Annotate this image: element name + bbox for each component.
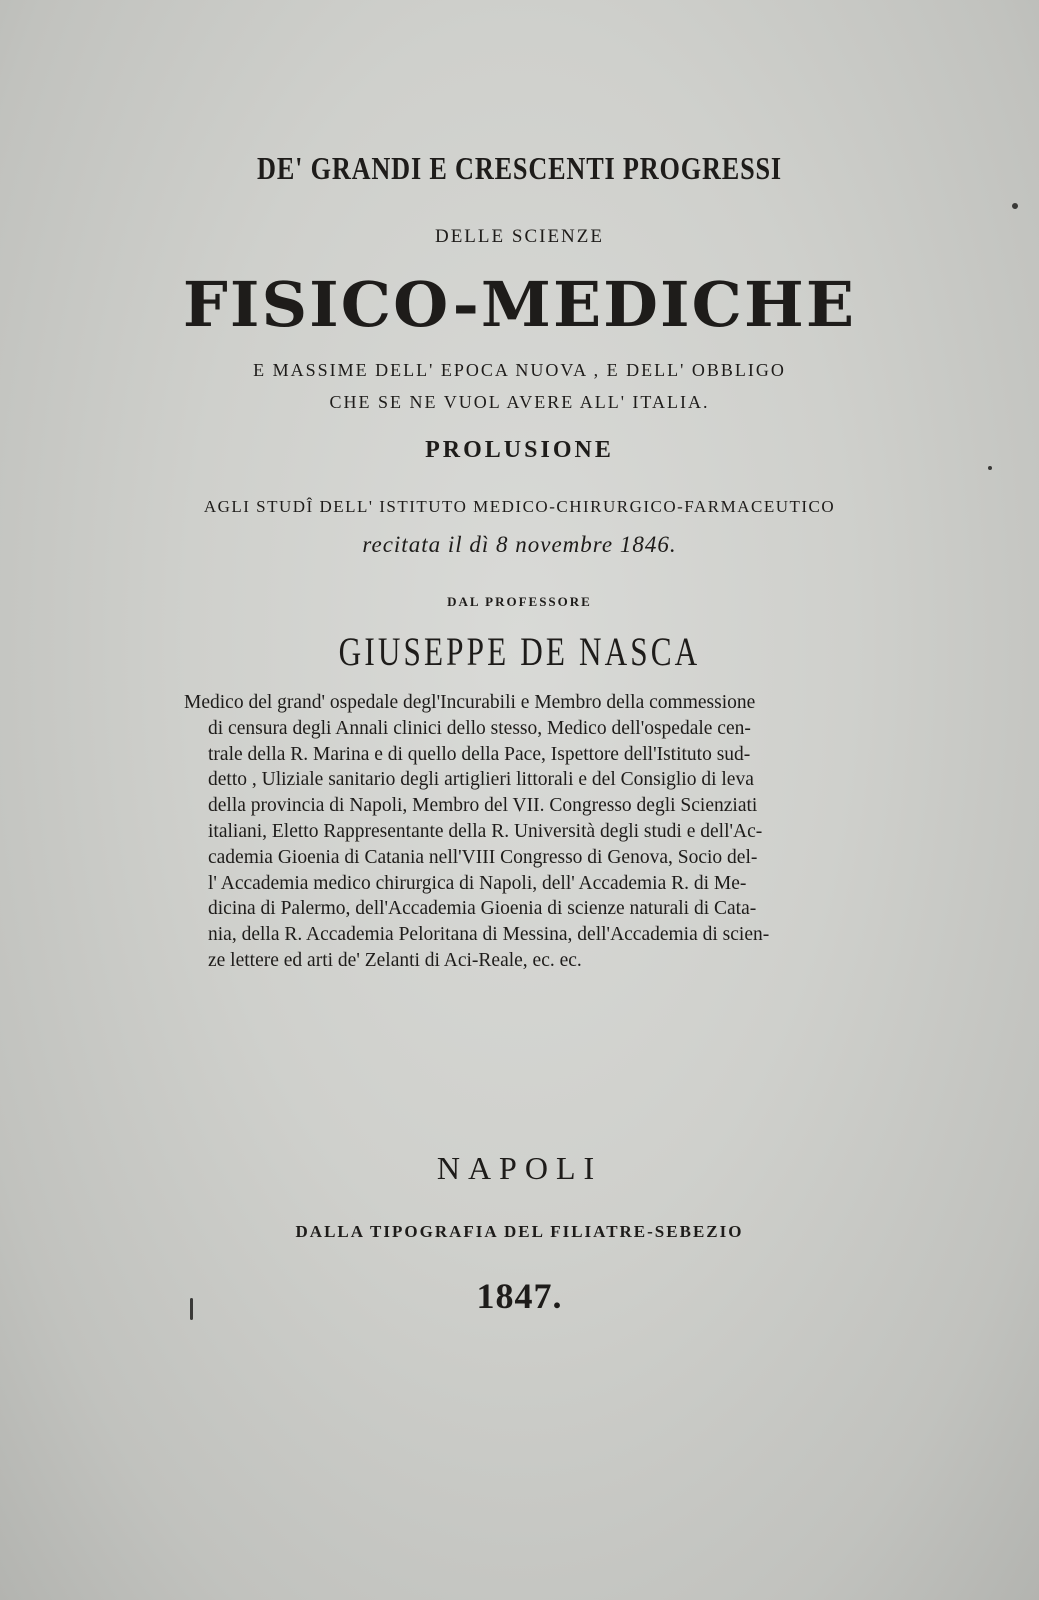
subtitle-line-1: E MASSIME DELL' EPOCA NUOVA , E DELL' OBBLIGO <box>253 360 786 380</box>
subheading: DELLE SCIENZE <box>434 226 604 247</box>
bio-line: italiani, Eletto Rappresentante della R. Università degli studi e dell'Ac- <box>208 820 763 842</box>
main-title: FISICO-MEDICHE <box>182 268 857 341</box>
bio-line: della provincia di Napoli, Membro del VII. Congresso degli Scienziati <box>208 795 758 817</box>
heading: DE' GRANDI E CRESCENTI PROGRESSI <box>257 150 782 186</box>
ink-speck <box>988 466 992 470</box>
printer: DALLA TIPOGRAFIA DEL FILIATRE-SEBEZIO <box>295 1222 744 1241</box>
author-biography <box>184 690 944 974</box>
bio-line: trale della R. Marina e di quello della Pace, Ispettore dell'Istituto sud- <box>208 743 751 765</box>
institute: AGLI STUDÎ DELL' ISTITUTO MEDICO-CHIRURGICO-FARMACEUTICO <box>203 497 836 516</box>
ink-mark <box>190 1298 193 1320</box>
subtitle-line-2: CHE SE NE VUOL AVERE ALL' ITALIA. <box>329 392 710 412</box>
genre: PROLUSIONE <box>425 437 614 463</box>
bio-line: nia, della R. Accademia Peloritana di Messina, dell'Accademia di scien- <box>208 924 770 946</box>
bio-line: Medico del grand' ospedale degl'Incurabili e Membro della commessione <box>184 692 756 713</box>
bio-line: l' Accademia medico chirurgica di Napoli, dell' Accademia R. di Me- <box>208 872 747 894</box>
place-of-publication: NAPOLI <box>436 1150 603 1186</box>
bio-line: di censura degli Annali clinici dello stesso, Medico dell'ospedale cen- <box>208 717 751 739</box>
bio-line: dicina di Palermo, dell'Accademia Gioenia di scienze naturali di Cata- <box>208 898 757 920</box>
bio-line: cademia Gioenia di Catania nell'VIII Congresso di Genova, Socio del- <box>208 846 758 868</box>
publication-year: 1847. <box>476 1276 563 1316</box>
author-name: GIUSEPPE DE NASCA <box>338 629 701 674</box>
by-line: DAL PROFESSORE <box>447 594 592 609</box>
bio-line: ze lettere ed arti de' Zelanti di Aci-Reale, ec. ec. <box>208 949 582 971</box>
recitation-date: recitata il dì 8 novembre 1846. <box>362 532 677 557</box>
bio-line: detto , Uliziale sanitario degli artiglieri littorali e del Consiglio di leva <box>208 769 754 791</box>
ink-speck <box>1012 203 1018 209</box>
